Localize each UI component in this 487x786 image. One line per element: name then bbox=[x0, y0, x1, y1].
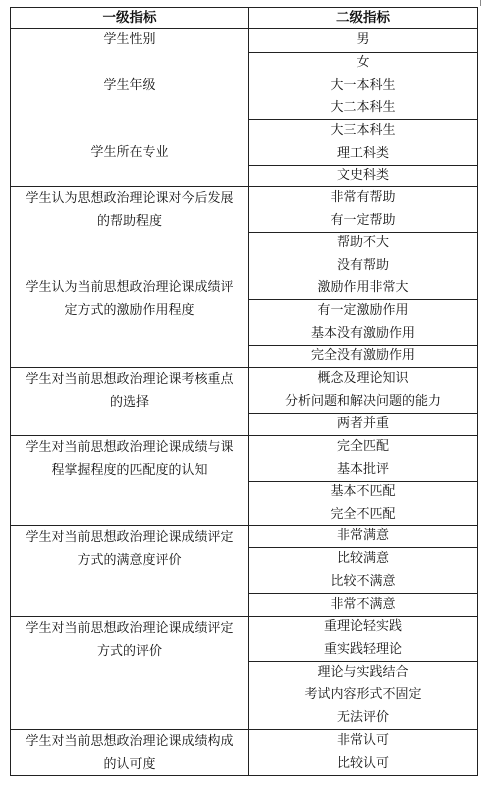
corner-tick bbox=[480, 0, 481, 6]
option-text: 男 bbox=[356, 32, 370, 48]
left-label-grade bbox=[11, 52, 248, 120]
option-text: 激励作用非常大 bbox=[317, 280, 409, 296]
left-label-gender bbox=[11, 29, 248, 52]
right-cell-17 bbox=[249, 662, 477, 729]
right-cell-8 bbox=[249, 346, 477, 367]
right-cell-9 bbox=[249, 368, 477, 413]
cell-divider bbox=[248, 661, 478, 662]
indicator-text: 的认可度 bbox=[103, 756, 156, 772]
left-label-match-cognition bbox=[11, 436, 248, 525]
option-text: 女 bbox=[356, 55, 370, 71]
option-text: 非常认可 bbox=[336, 732, 389, 748]
cell-divider bbox=[248, 299, 478, 300]
cell-divider bbox=[248, 165, 478, 166]
left-label-satisfaction bbox=[11, 526, 248, 616]
option-text: 大一本科生 bbox=[330, 77, 396, 93]
cell-divider bbox=[248, 547, 478, 548]
indicator-text: 程掌握程度的匹配度的认知 bbox=[51, 462, 208, 478]
cell-divider bbox=[248, 413, 478, 414]
cell-divider bbox=[248, 345, 478, 346]
option-text: 大三本科生 bbox=[330, 122, 396, 138]
option-text: 没有帮助 bbox=[336, 257, 389, 273]
table-border-bottom bbox=[10, 775, 478, 776]
group-divider bbox=[10, 729, 478, 730]
right-cell-7 bbox=[249, 300, 477, 345]
option-text: 大二本科生 bbox=[330, 100, 396, 116]
indicator-text: 学生所在专业 bbox=[90, 144, 169, 160]
indicator-text: 学生对当前思想政治理论课成绩评定 bbox=[25, 621, 234, 636]
option-text: 理工科类 bbox=[336, 145, 389, 161]
right-cell-3 bbox=[249, 120, 477, 165]
right-cell-10 bbox=[249, 414, 477, 435]
option-text: 完全匹配 bbox=[336, 438, 389, 454]
indicator-text: 学生年级 bbox=[103, 77, 156, 93]
group-divider bbox=[10, 435, 478, 436]
indicator-text: 的选择 bbox=[109, 394, 149, 410]
table-border-left bbox=[10, 7, 11, 776]
indicator-text: 学生性别 bbox=[103, 32, 156, 48]
left-label-evaluation bbox=[11, 617, 248, 729]
option-text: 基本没有激励作用 bbox=[310, 325, 415, 341]
indicator-text: 学生对当前思想政治理论课成绩与课 bbox=[25, 440, 234, 455]
cell-divider bbox=[248, 481, 478, 482]
group-divider bbox=[10, 367, 478, 368]
right-cell-11 bbox=[249, 436, 477, 481]
option-text: 有一定帮助 bbox=[330, 212, 396, 228]
option-text: 比较不满意 bbox=[330, 573, 396, 589]
option-text: 有一定激励作用 bbox=[317, 302, 409, 318]
indicator-text: 学生认为思想政治理论课对今后发展 bbox=[25, 191, 234, 206]
right-cell-1 bbox=[249, 29, 477, 52]
right-cell-4 bbox=[249, 166, 477, 186]
header-primary-label: 一级指标 bbox=[102, 9, 157, 26]
indicator-text: 学生对当前思想政治理论课成绩评定 bbox=[25, 530, 234, 545]
indicator-text: 学生认为当前思想政治理论课成绩评 bbox=[25, 280, 234, 296]
option-text: 非常不满意 bbox=[330, 596, 396, 612]
group-divider bbox=[10, 28, 478, 29]
group-divider bbox=[10, 186, 478, 187]
option-text: 非常有帮助 bbox=[330, 189, 396, 205]
option-text: 考试内容形式不固定 bbox=[304, 687, 422, 703]
indicator-text: 定方式的激励作用程度 bbox=[64, 303, 195, 318]
group-divider bbox=[10, 525, 478, 526]
cell-divider bbox=[248, 52, 478, 53]
option-text: 比较认可 bbox=[336, 755, 389, 771]
indicator-text: 方式的满意度评价 bbox=[77, 552, 182, 568]
right-cell-6 bbox=[249, 233, 477, 299]
option-text: 帮助不大 bbox=[336, 235, 389, 251]
table-border-top bbox=[10, 7, 478, 8]
right-cell-15 bbox=[249, 594, 477, 616]
option-text: 两者并重 bbox=[336, 416, 389, 432]
group-divider bbox=[10, 616, 478, 617]
option-text: 无法评价 bbox=[336, 709, 389, 725]
cell-divider bbox=[248, 119, 478, 120]
cell-divider bbox=[248, 232, 478, 233]
option-text: 完全不匹配 bbox=[330, 506, 396, 522]
option-text: 比较满意 bbox=[336, 550, 389, 566]
left-label-major bbox=[11, 120, 248, 186]
header-secondary-indicator bbox=[249, 8, 477, 28]
option-text: 概念及理论知识 bbox=[317, 370, 409, 386]
right-cell-13 bbox=[249, 526, 477, 547]
right-cell-16 bbox=[249, 617, 477, 661]
left-label-help-degree bbox=[11, 187, 248, 233]
header-secondary-label: 二级指标 bbox=[336, 9, 390, 26]
cell-divider bbox=[248, 593, 478, 594]
header-primary-indicator bbox=[11, 8, 248, 28]
left-label-recognition bbox=[11, 730, 248, 775]
right-cell-2 bbox=[249, 53, 477, 119]
option-text: 基本不匹配 bbox=[330, 483, 396, 499]
indicator-text: 学生对当前思想政治理论课考核重点 bbox=[25, 372, 234, 387]
right-cell-18 bbox=[249, 730, 477, 775]
option-text: 分析问题和解决问题的能力 bbox=[284, 393, 441, 409]
right-cell-12 bbox=[249, 482, 477, 525]
right-cell-14 bbox=[249, 548, 477, 593]
option-text: 重实践轻理论 bbox=[323, 642, 402, 657]
right-cell-5 bbox=[249, 187, 477, 232]
indicator-text: 方式的评价 bbox=[96, 643, 162, 659]
option-text: 重理论轻实践 bbox=[323, 619, 402, 635]
indicator-text: 的帮助程度 bbox=[96, 213, 162, 229]
option-text: 完全没有激励作用 bbox=[310, 348, 415, 364]
option-text: 理论与实践结合 bbox=[317, 664, 409, 680]
option-text: 文史科类 bbox=[336, 167, 389, 183]
option-text: 基本批评 bbox=[336, 461, 389, 477]
left-label-assessment-focus bbox=[11, 368, 248, 435]
option-text: 非常满意 bbox=[336, 528, 389, 544]
indicator-text: 学生对当前思想政治理论课成绩构成 bbox=[25, 734, 234, 749]
left-label-incentive bbox=[11, 233, 248, 367]
